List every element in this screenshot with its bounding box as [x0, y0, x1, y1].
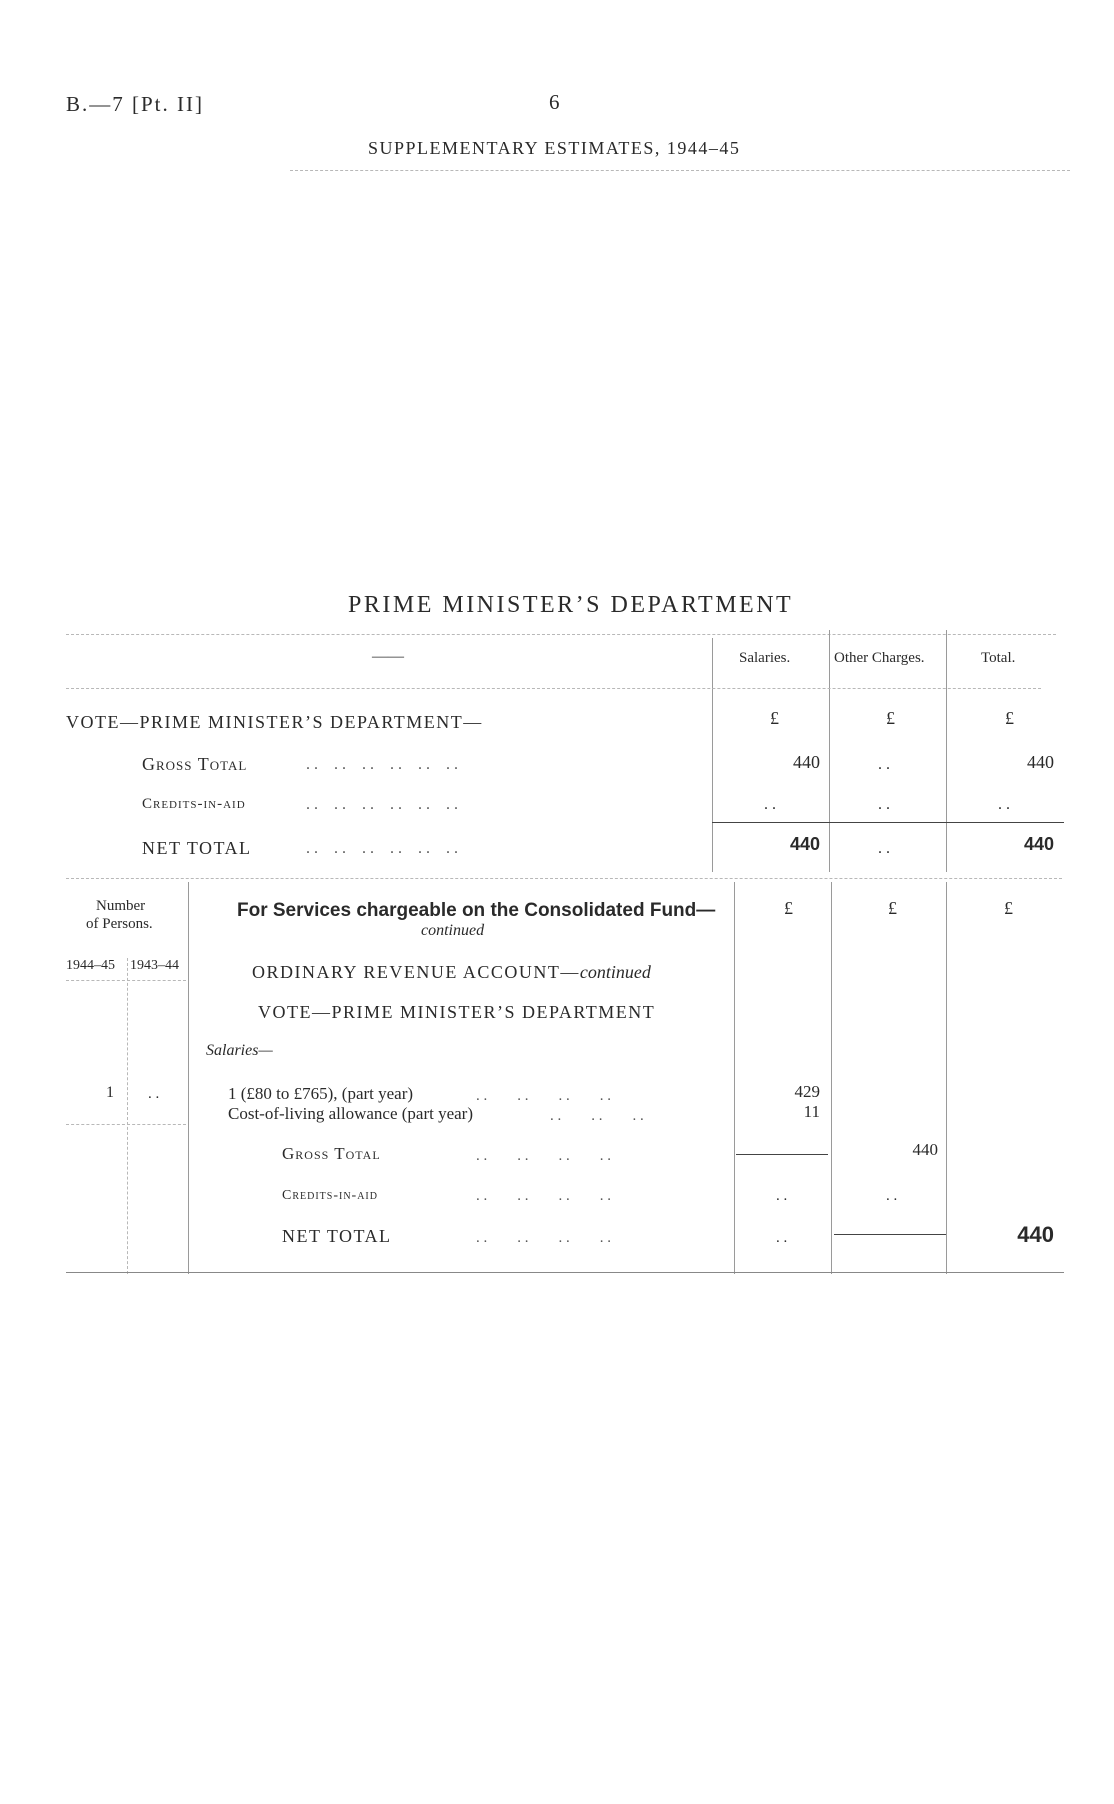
detail-divider-label [188, 882, 189, 1274]
detail-bottom-rule [66, 1272, 1064, 1273]
item-1-leader: . . . . . . . . [476, 1088, 611, 1104]
detail-gross-total-other: 440 [912, 1140, 938, 1159]
detail-credits-other: . . [886, 1188, 898, 1204]
summary-gross-total-label: Gross Total [142, 754, 248, 774]
item-1-persons-previous: . . [148, 1086, 160, 1102]
summary-net-total-salaries: 440 [789, 834, 820, 854]
detail-divider-total [946, 882, 947, 1274]
detail-net-total-salaries: . . [776, 1230, 788, 1246]
total-column-header: Total. [981, 650, 1016, 666]
summary-gross-total-salaries: 440 [793, 752, 820, 772]
ordinary-revenue-account-continued: continued [579, 962, 651, 982]
persons-row-rule [66, 1124, 186, 1125]
consolidated-fund-heading: For Services chargeable on the Consolidated Fund— [237, 900, 716, 921]
summary-col-divider-1 [712, 638, 713, 872]
summary-gross-total-other: . . [878, 756, 890, 773]
detail-divider-years [127, 958, 128, 1274]
detail-net-total-leader: . . . . . . . . [476, 1230, 611, 1246]
detail-gross-total-leader: . . . . . . . . [476, 1148, 611, 1164]
summary-currency-salaries: £ [770, 708, 779, 728]
summary-net-total-other: . . [878, 840, 890, 857]
year-current-header: 1944–45 [66, 958, 115, 973]
summary-credits-leader: . . . . . . . . . . . . [306, 796, 458, 813]
page-title: SUPPLEMENTARY ESTIMATES, 1944–45 [368, 138, 741, 158]
summary-credits-label: Credits-in-aid [142, 796, 246, 812]
detail-vote-heading: VOTE—PRIME MINISTER’S DEPARTMENT [258, 1002, 656, 1022]
persons-heading-line2: of Persons. [86, 916, 153, 932]
summary-net-total-total: 440 [1023, 834, 1054, 854]
detail-net-total-label: NET TOTAL [282, 1226, 392, 1246]
years-underline [66, 980, 186, 981]
detail-currency-other: £ [888, 898, 897, 918]
detail-net-total-total: 440 [1017, 1222, 1054, 1247]
item-1-amount: 429 [794, 1082, 820, 1101]
ordinary-revenue-account [252, 962, 651, 983]
item-1-label: 1 (£80 to £765), (part year) [228, 1084, 414, 1103]
detail-credits-leader: . . . . . . . . [476, 1188, 611, 1204]
summary-col-divider-2 [829, 630, 830, 872]
summary-gross-total-total: 440 [1027, 752, 1054, 772]
summary-header-rule [66, 688, 1041, 689]
item-2-leader: . . . . . . [550, 1108, 644, 1124]
summary-blank-header: —— [372, 648, 404, 665]
summary-credits-other: . . [878, 796, 890, 813]
detail-credits-salaries: . . [776, 1188, 788, 1204]
detail-currency-salaries: £ [784, 898, 793, 918]
summary-net-total-label: NET TOTAL [142, 838, 252, 858]
page-number: 6 [549, 90, 560, 114]
summary-credits-salaries: . . [764, 796, 776, 813]
detail-top-rule [66, 878, 1062, 879]
detail-currency-total: £ [1004, 898, 1013, 918]
summary-top-rule [66, 634, 1056, 635]
detail-net-rule [834, 1234, 946, 1235]
detail-divider-salaries [734, 882, 735, 1274]
document-reference: B.—7 [Pt. II] [66, 92, 204, 116]
summary-net-rule [712, 822, 1064, 823]
department-title: PRIME MINISTER’S DEPARTMENT [348, 592, 794, 618]
item-1-persons-current: 1 [106, 1084, 114, 1101]
ordinary-revenue-account-text: ORDINARY REVENUE ACCOUNT— [252, 962, 580, 982]
summary-currency-other: £ [886, 708, 895, 728]
item-2-label: Cost-of-living allowance (part year) [228, 1104, 473, 1123]
salaries-column-header: Salaries. [739, 650, 791, 666]
summary-net-total-leader: . . . . . . . . . . . . [306, 840, 458, 857]
summary-credits-total: . . [998, 796, 1010, 813]
salaries-section-heading: Salaries— [206, 1042, 273, 1059]
detail-divider-other [831, 882, 832, 1274]
summary-vote-label: VOTE—PRIME MINISTER’S DEPARTMENT— [66, 712, 483, 732]
summary-col-divider-3 [946, 630, 947, 872]
summary-gross-total-leader: . . . . . . . . . . . . [306, 756, 458, 773]
summary-currency-total: £ [1005, 708, 1014, 728]
persons-heading-line1: Number [96, 898, 146, 914]
detail-gross-total-label: Gross Total [282, 1144, 381, 1163]
other-charges-column-header: Other Charges. [834, 650, 925, 666]
consolidated-fund-continued: continued [421, 922, 485, 939]
detail-gross-rule [736, 1154, 828, 1155]
detail-credits-label: Credits-in-aid [282, 1188, 378, 1203]
header-rule [290, 170, 1070, 171]
item-2-amount: 11 [803, 1102, 820, 1121]
year-previous-header: 1943–44 [130, 958, 179, 973]
